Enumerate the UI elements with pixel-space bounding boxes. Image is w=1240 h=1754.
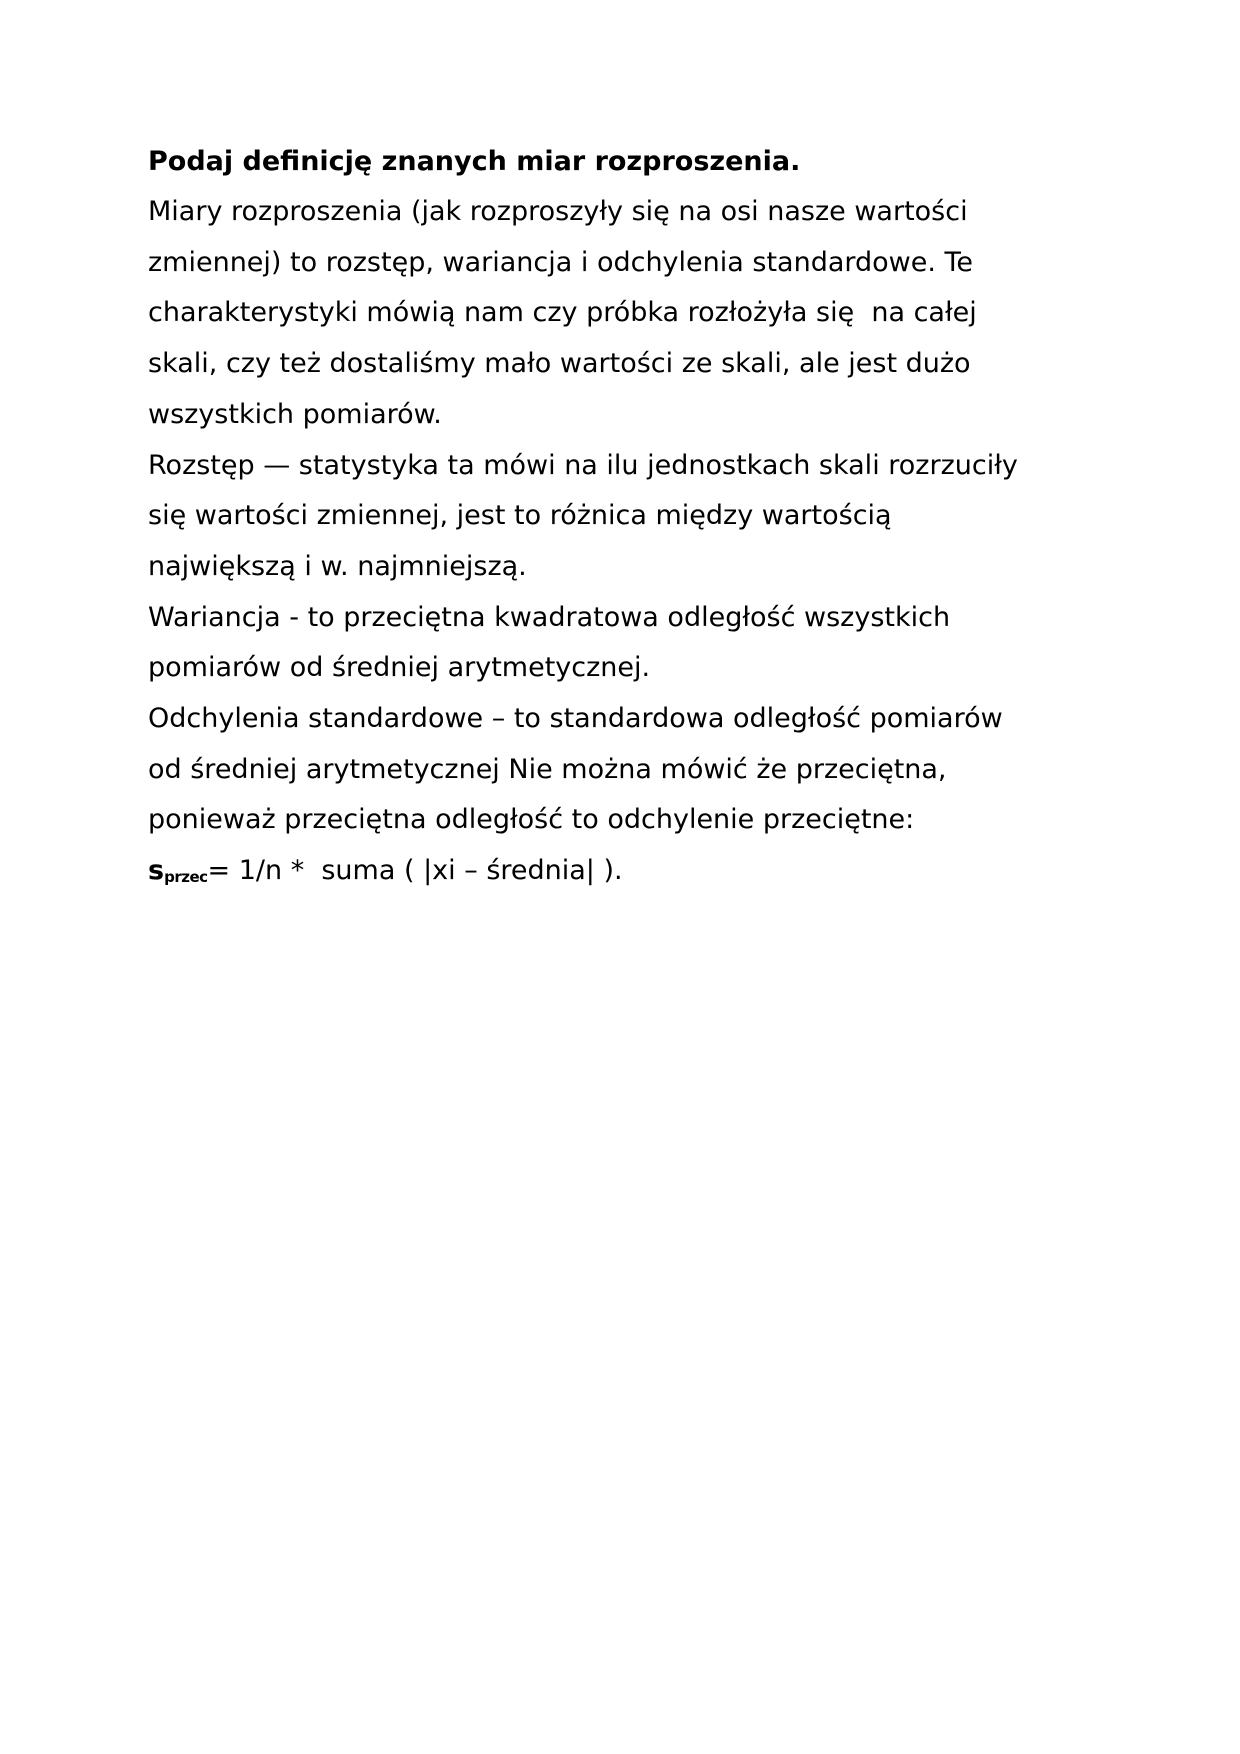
variance-definition-line: pomiarów od średniej arytmetycznej. bbox=[148, 652, 651, 684]
paragraph-line: charakterystyki mówią nam czy próbka rozłożyła się na całej bbox=[148, 297, 977, 329]
document-page bbox=[148, 145, 1128, 900]
paragraph-line: skali, czy też dostaliśmy mało wartości ze skali, ale jest dużo bbox=[148, 348, 971, 380]
paragraph-line: wszystkich pomiarów. bbox=[148, 398, 442, 430]
range-definition-line: się wartości zmiennej, jest to różnica między wartością bbox=[148, 500, 892, 532]
formula-expression: = 1/n * suma ( |xi – średnia| ). bbox=[207, 855, 623, 887]
formula-subscript: przec bbox=[164, 868, 208, 887]
formula-symbol: s bbox=[148, 855, 165, 887]
mean-deviation-formula bbox=[148, 846, 1128, 900]
std-deviation-definition-line: ponieważ przeciętna odległość to odchylenie przeciętne: bbox=[148, 804, 915, 836]
paragraph-line: Miary rozproszenia (jak rozproszyły się na osi nasze wartości bbox=[148, 196, 968, 227]
std-deviation-definition-line: od średniej arytmetycznej Nie można mówić że przeciętna, bbox=[148, 753, 947, 785]
question-heading: Podaj definicję znanych miar rozproszenia. bbox=[148, 146, 801, 177]
variance-definition-line: Wariancja - to przeciętna kwadratowa odległość wszystkich bbox=[148, 601, 951, 633]
std-deviation-definition-line: Odchylenia standardowe – to standardowa odległość pomiarów bbox=[148, 703, 1003, 735]
range-definition-line: największą i w. najmniejszą. bbox=[148, 550, 527, 582]
range-definition-line: Rozstęp — statystyka ta mówi na ilu jednostkach skali rozrzuciły bbox=[148, 449, 1018, 481]
paragraph-line: zmiennej) to rozstęp, wariancja i odchylenia standardowe. Te bbox=[148, 246, 974, 278]
